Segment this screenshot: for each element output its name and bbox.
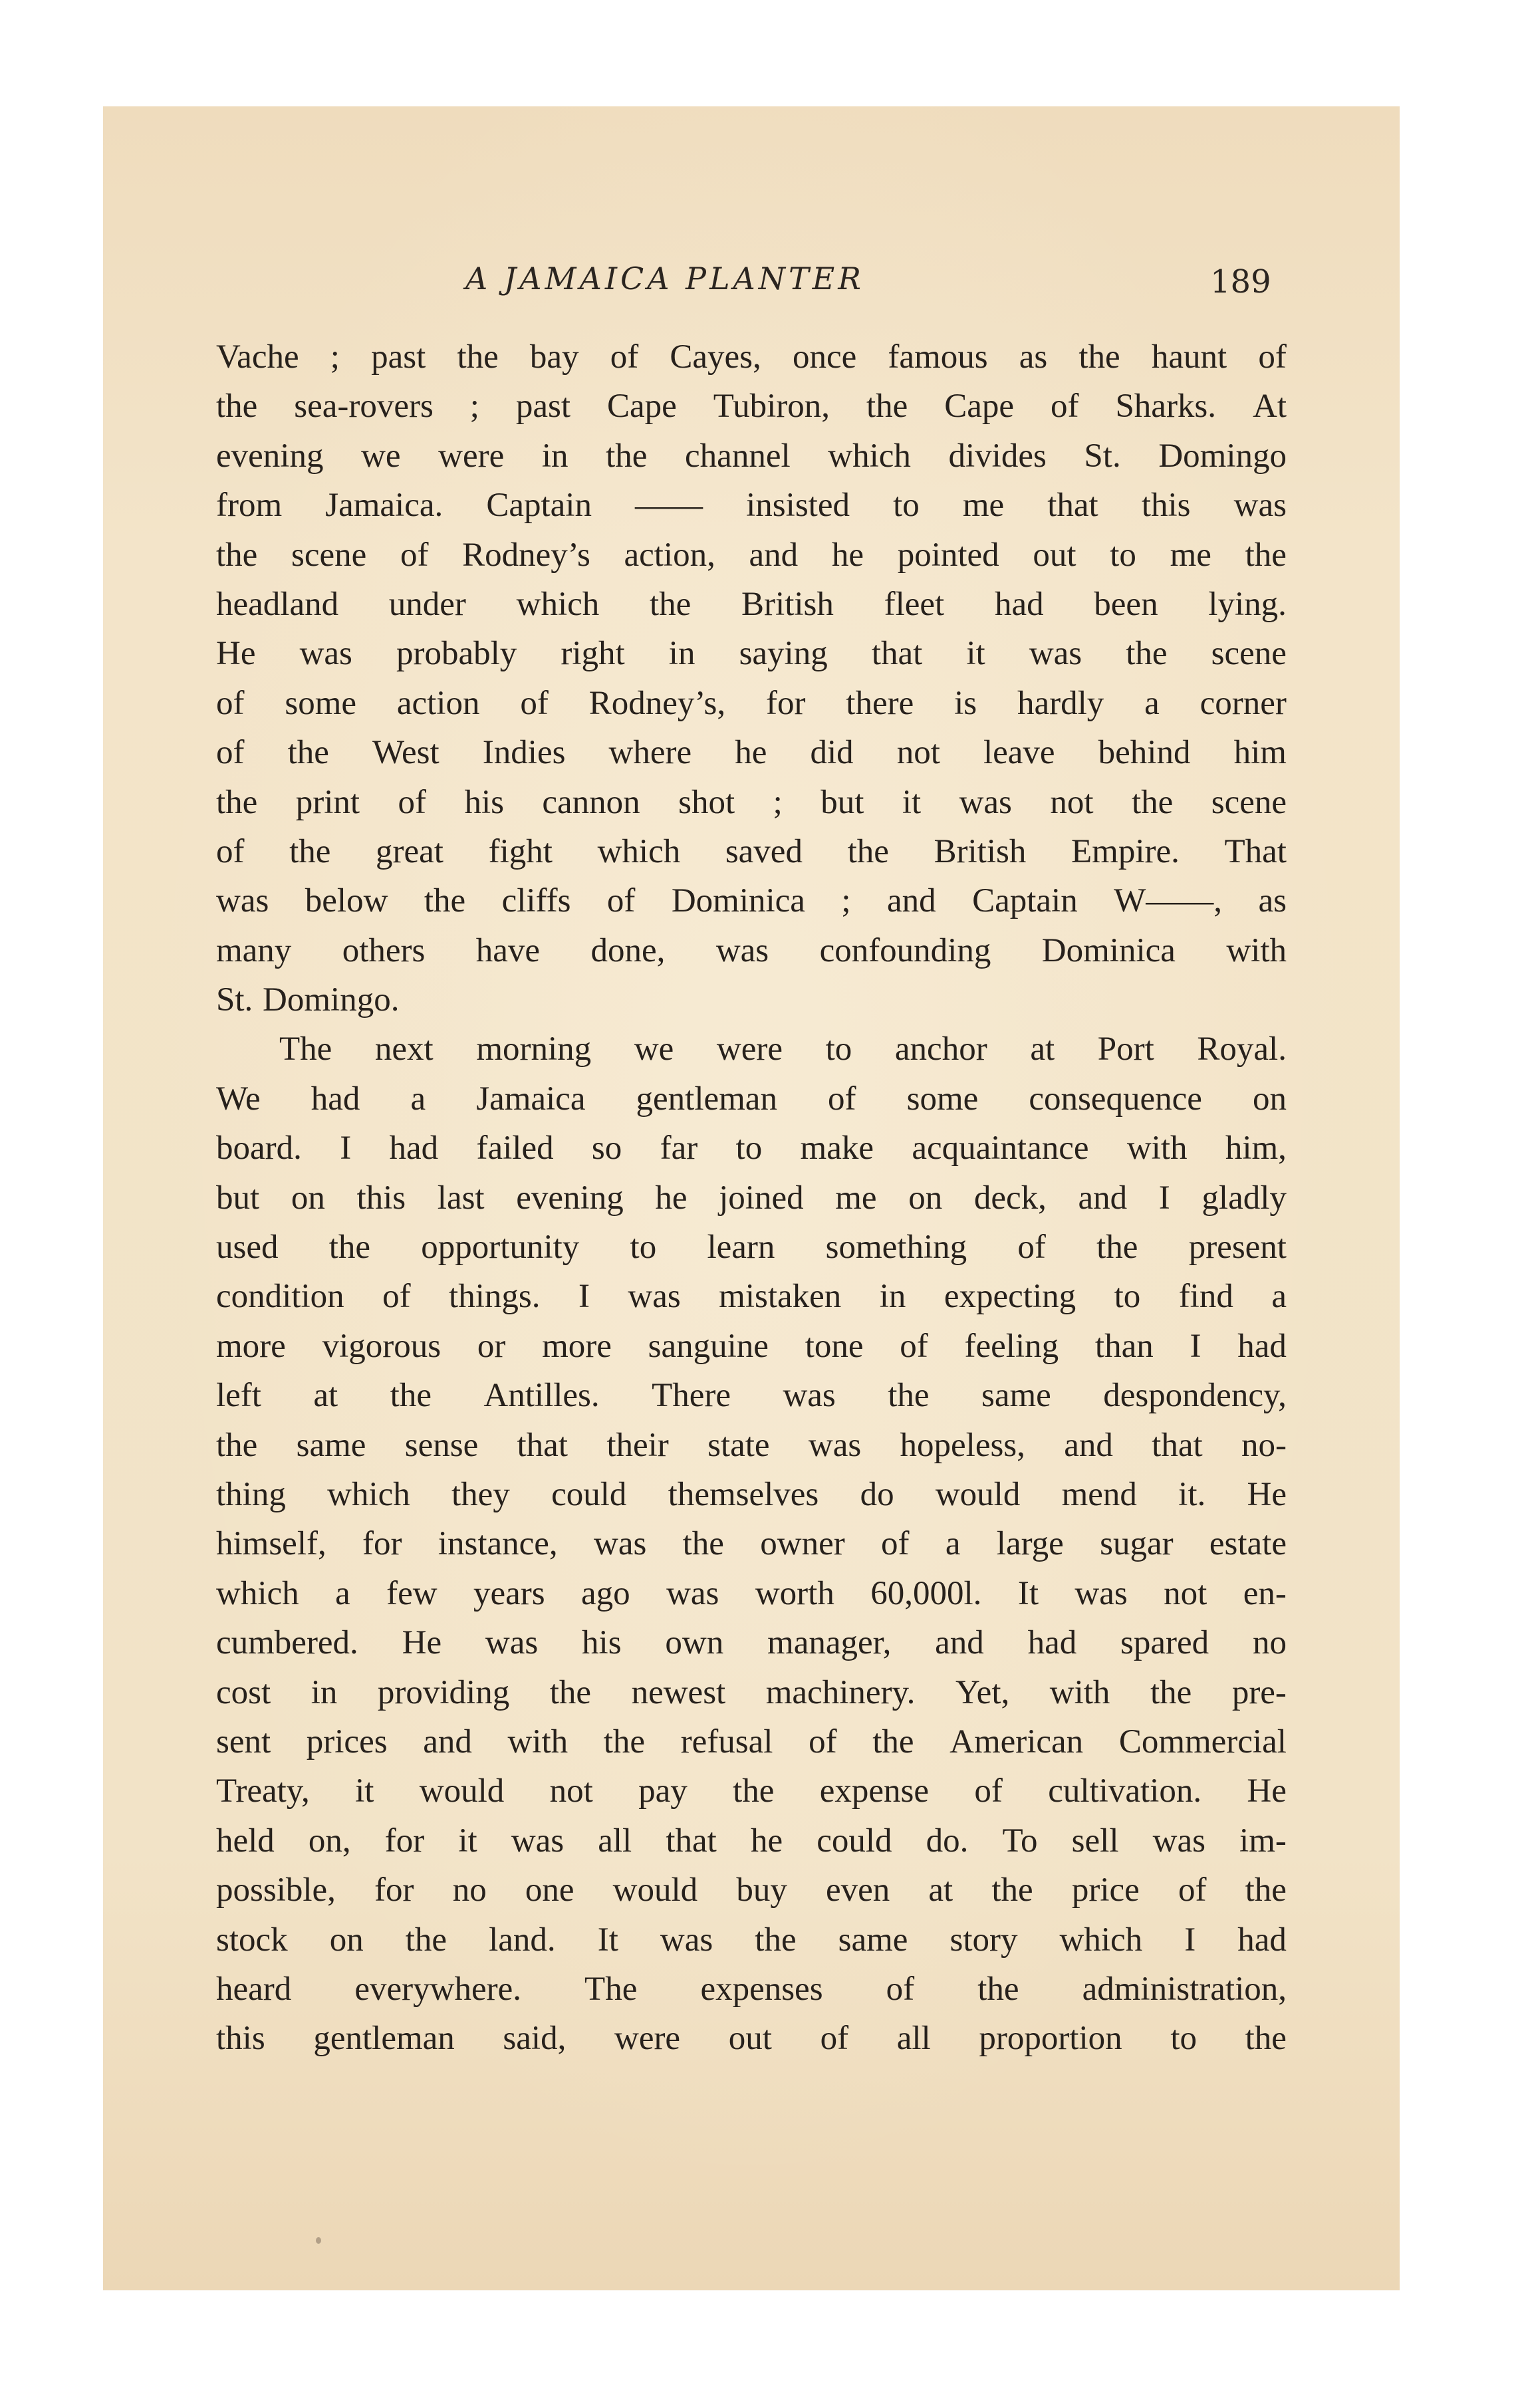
running-title: A JAMAICA PLANTER [465,261,864,297]
text-line: the same sense that their state was hopeless, and that no- [216,1426,1287,1464]
text-line: evening we were in the channel which divides St. Domingo [216,437,1287,475]
text-line: was below the cliffs of Dominica ; and Captain W——, as [216,882,1287,920]
text-line: cumbered. He was his own manager, and had spared no [216,1624,1287,1662]
paragraph-1 [216,332,1287,1024]
text-line: the scene of Rodney’s action, and he pointed out to me the [216,536,1287,574]
text-line: left at the Antilles. There was the same despondency, [216,1377,1287,1415]
text-line: headland under which the British fleet had been lying. [216,585,1287,623]
paragraph-2 [216,1024,1287,2063]
text-line: St. Domingo. [216,981,400,1019]
text-line: many others have done, was confounding Dominica with [216,931,1287,969]
body-text [216,332,1287,2064]
text-line: condition of things. I was mistaken in expecting to find a [216,1278,1287,1316]
text-line: sent prices and with the refusal of the American Commercial [216,1723,1287,1760]
text-line: from Jamaica. Captain —— insisted to me that this was [216,487,1287,525]
text-line: thing which they could themselves do would mend it. He [216,1475,1287,1513]
paper-speck [316,2237,321,2244]
text-line: of the West Indies where he did not leave behind him [216,734,1287,772]
text-line: The next morning we were to anchor at Port Royal. [279,1030,1287,1068]
text-line: We had a Jamaica gentleman of some consequence on [216,1080,1287,1118]
text-line: Treaty, it would not pay the expense of cultivation. He [216,1772,1287,1810]
text-line: more vigorous or more sanguine tone of feeling than I had [216,1327,1287,1365]
text-line: of the great fight which saved the British Empire. That [216,832,1287,870]
text-line: He was probably right in saying that it was the scene [216,635,1287,673]
text-line: used the opportunity to learn something of the present [216,1229,1287,1266]
text-line: Vache ; past the bay of Cayes, once famous as the haunt of [216,338,1287,376]
text-line: but on this last evening he joined me on deck, and I gladly [216,1179,1287,1217]
text-line: himself, for instance, was the owner of a large sugar estate [216,1525,1287,1563]
text-line: the sea-rovers ; past Cape Tubiron, the Cape of Sharks. At [216,388,1287,425]
text-line: this gentleman said, were out of all proportion to the [216,2020,1287,2058]
text-line: board. I had failed so far to make acquaintance with him, [216,1130,1287,1167]
page-number: 189 [1210,263,1271,301]
book-page [103,106,1400,2290]
text-line: possible, for no one would buy even at the price of the [216,1871,1287,1909]
text-line: held on, for it was all that he could do. To sell was im- [216,1822,1287,1860]
text-line: the print of his cannon shot ; but it was not the scene [216,783,1287,821]
text-line: stock on the land. It was the same story which I had [216,1921,1287,1959]
text-line: cost in providing the newest machinery. Yet, with the pre- [216,1673,1287,1711]
text-line: of some action of Rodney’s, for there is hardly a corner [216,684,1287,722]
text-line: heard everywhere. The expenses of the administration, [216,1970,1287,2008]
running-header [103,261,1400,307]
text-line: which a few years ago was worth 60,000l. It was not en- [216,1574,1287,1612]
